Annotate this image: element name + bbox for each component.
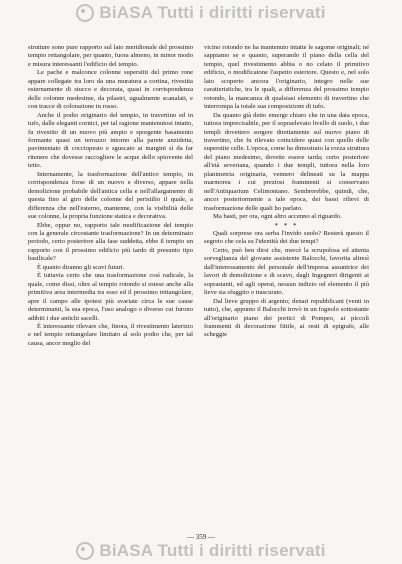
paragraph: vicino rotondo ne ha mantenuto intatte le sagome originali; né sappiamo se e quanto, superando il piano della cella del tempio, quel rivestimento abbia o no celato il primitivo edificio, o modificatone l'aspetto esteriore. Questo e, nel solo lato scoperto ancora l'originario, integro nelle sue caratteristiche, tra le quali, a differenza del prossimo tempio rotondo, la mancanza di qualsiasi elemento di travertino che interrompa la totale sua composizione di tufo. [204, 44, 369, 111]
paragraph: Quali sorprese ora serba l'invido suolo? Resterà questo il segreto che cela su l'identità dei due tempi? [204, 229, 369, 246]
watermark-bottom [0, 540, 402, 562]
paragraph: strutture sono pure rapporto sul lato meridionale del prossimo tempio rettangolare, per quanto, fuora almeno, in minor modo e misura interessanti l'edificio del tempio. [28, 44, 193, 68]
page-number: — 359 — [187, 533, 215, 541]
paragraph: È interessante rilevare che, finora, il rivestimento laterizio e nel tempio rettangolare limitato al solo podio che, per tal causa, ancor meglio del [28, 322, 193, 347]
paragraph: Internamente, la trasformazione dell'antico tempio, in corrispondenza forse di un nuovo e diverso, appare nella demolizione probabile dell'antica cella e nell'allargamento di questa fino al giro delle colonne del peristilio il quale, a differenza che nell'esterno, mantenne, con la visibilità delle sue colonne, la propria funzione statica e decorativa. [28, 170, 193, 221]
watermark-top-text: BiASA Tutti i diritti riservati [99, 3, 326, 22]
left-column [28, 44, 193, 348]
paragraph: Anche il podio originario del tempio, in travertino ed in tufo, dalle eleganti cornici, per tal ragione mantenutosi intatto, fu rivestito di un nuovo più ampio e sporgente basamento formante quasi un terrazzo intorno alla parete anzidetta, pavimentato di cocciopesto e sguscato ai margini sì da far ritenere che dovesse raccogliere le acque dello spiovente del tetto. [28, 111, 193, 170]
section-separator: * * * [274, 221, 299, 230]
watermark-top [0, 2, 402, 24]
paragraph: Ma basti, per ora, ogni altro accenno al riguardo. [213, 213, 342, 221]
right-column [204, 44, 369, 340]
watermark-bottom-text: BiASA Tutti i diritti riservati [99, 541, 326, 560]
paragraph: Ebbe, oppur no, rapporto tale modificazione del tempio con la generale circostante trasformazione? In un determinato periodo, certo posteriore alla fase suddetta, ebbe il tempio un rapporto con il prossimo edificio più tardo di presunto tipo basilicale? [28, 221, 193, 263]
paragraph: È quanto diranno gli scavi futuri. [37, 263, 125, 271]
seal-icon [76, 542, 94, 560]
paragraph: Dal lieve gruppo di argento; denari repubblicani (venti in tutto), che, appunto il Balocchi trovò in un fognolo sottostante all'originario piano dei portici di Pompeo, ai piccoli frammenti di decorazione fittile, ai resti di epigrafe, alle scheggie [204, 297, 369, 339]
paragraph: Le pache e malconce colonne superstiti del primo rone appare collegate tra loro da una muratura a cortina, rivestita esternamente di stucco e decorata, quasi in corrispondenza delle colonne medesime, da pilastri, ugualmente scanalati, e con tracce di colorazione in rosso. [28, 69, 193, 111]
paragraph: Da quanto già detto emerge chiaro che in una data epoca, tuttora imprecisabile, per il sopraelevato livello di suolo, i due templi dovettero sorgere direttamente sul nuovo piano di travertino, che fu rilevato coincidere quasi con quello delle superstite celle. L'epoca, come ha dimostrato la rozza struttura del piano medesimo, dovette essere tarda; certo posteriore all'età severiana, quando i due templi, tuttora nella loro planimetria originaria, vennero delineati su la mappa marmorea i cui preziosi frammenti si conservano nell'Antiquarium Celimontano. Sembrerebbe, quindi, che, ancor posteriormente a tale epoca, dei bassi rilievi di trasformazione delle quali ho parlato. [204, 111, 369, 212]
paragraph: Certo, può ben dirsi che, mercè la scrupolosa ed attenta sorveglianza del giovane assistente Balocchi, favorita altresì dall'interessamento del personale dell'impresa assuntrice dei lavori di demolizione e di scavo, dagli Ingegneri dirigenti ai soprastanti, ed agli operai, nessun indizio od elemento il più lieve sia sfuggito o trascurato. [204, 246, 369, 297]
seal-icon [76, 4, 94, 22]
paragraph: È tuttavia certo che una trasformazione così radicale, la quale, come dissi, oltre al tempio rotondo si estese anche alla primitiva area intermedia tra esso ed il prossimo rettangolare, apre il campo alle ipotesi più svariate circa le sue cause determinanti, la sua epoca, l'uso analogo o diverso cui furono adibiti i due antichi sacelli. [28, 272, 193, 322]
